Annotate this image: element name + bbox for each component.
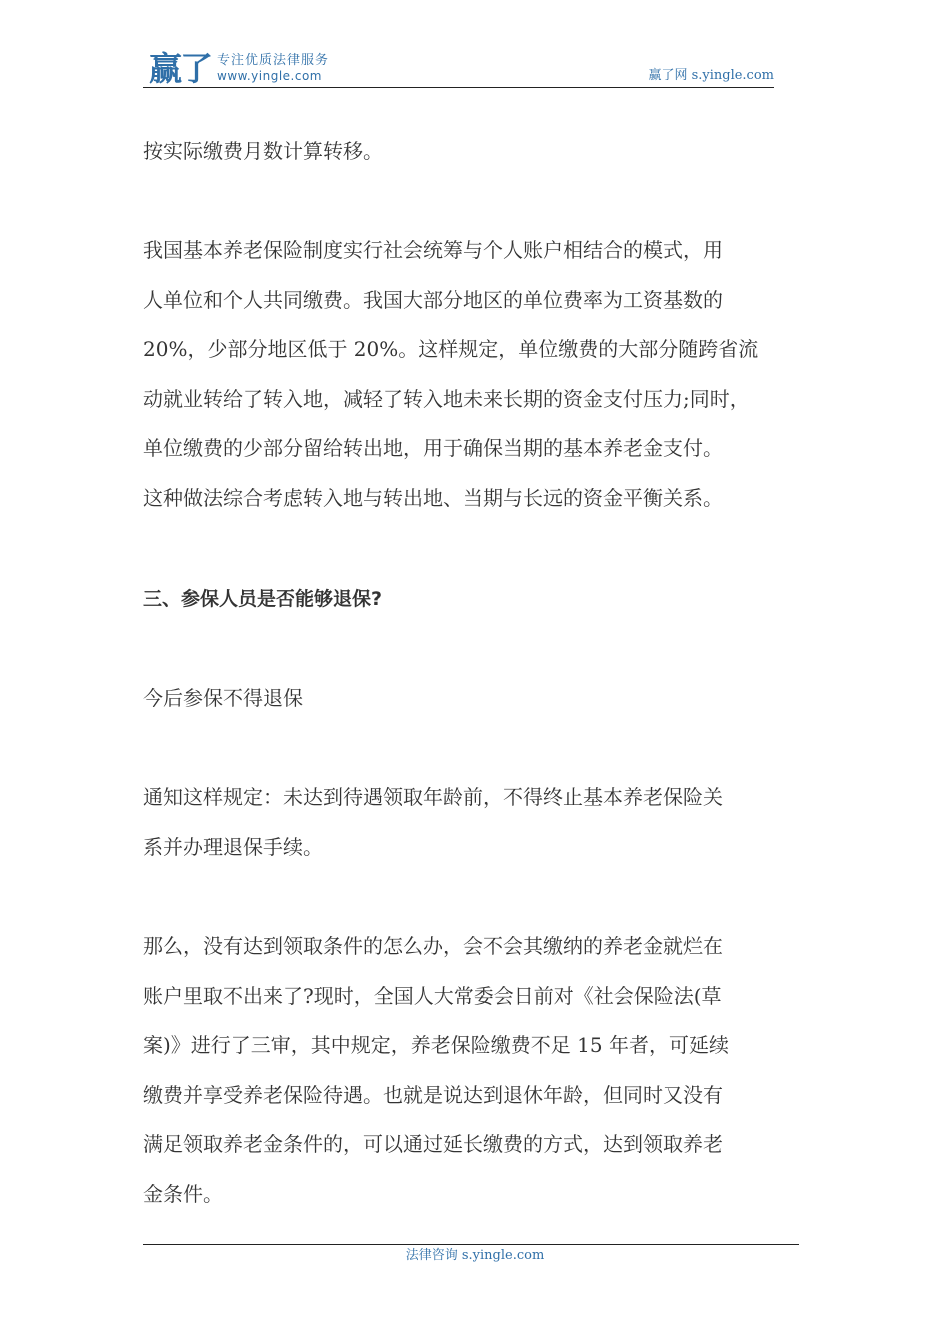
- section-heading: [143, 575, 823, 625]
- paragraph-extended-payment: [143, 922, 823, 1219]
- heading-text: 三、参保人员是否能够退保?: [143, 588, 383, 610]
- yingle-logo[interactable]: 赢了: [149, 49, 211, 88]
- text-line: 系并办理退保手续。: [143, 834, 323, 859]
- paragraph-notice-rule: [143, 773, 823, 872]
- text-line: 人单位和个人共同缴费。我国大部分地区的单位费率为工资基数的: [143, 287, 723, 312]
- header-site-link[interactable]: 赢了网 s.yingle.com: [648, 68, 774, 83]
- text-line: 账户里取不出来了?现时，全国人大常委会日前对《社会保险法(草: [143, 983, 722, 1008]
- text-line: 20%，少部分地区低于 20%。这样规定，单位缴费的大部分随跨省流: [143, 337, 759, 361]
- text-line: 通知这样规定：未达到待遇领取年龄前，不得终止基本养老保险关: [143, 785, 723, 809]
- text-line: 动就业转给了转入地，减轻了转入地未来长期的资金支付压力;同时，: [143, 386, 750, 411]
- text-line: 缴费并享受养老保险待遇。也就是说达到退休年龄，但同时又没有: [143, 1082, 723, 1107]
- logo-slogan: 专注优质法律服务: [217, 53, 330, 68]
- paragraph-no-withdrawal: [143, 674, 823, 724]
- text-line: 案)》进行了三审，其中规定，养老保险缴费不足 15 年者，可延续: [143, 1033, 729, 1057]
- text-line: 那么，没有达到领取条件的怎么办，会不会其缴纳的养老金就烂在: [143, 934, 723, 958]
- text-line: 金条件。: [143, 1181, 223, 1206]
- logo-url[interactable]: www.yingle.com: [217, 69, 322, 83]
- paragraph-pension-system: [143, 226, 823, 523]
- text-line: 我国基本养老保险制度实行社会统筹与个人账户相结合的模式，用: [143, 238, 723, 262]
- text-line: 这种做法综合考虑转入地与转出地、当期与长远的资金平衡关系。: [143, 485, 723, 510]
- text-line: 按实际缴费月数计算转移。: [143, 139, 383, 163]
- text-line: 满足领取养老金条件的，可以通过延长缴费的方式，达到领取养老: [143, 1132, 723, 1156]
- paragraph-transfer-months: [143, 127, 823, 177]
- page-header: [143, 50, 774, 88]
- footer-divider: [143, 1244, 799, 1245]
- text-line: 今后参保不得退保: [143, 686, 303, 710]
- text-line: 单位缴费的少部分留给转出地，用于确保当期的基本养老金支付。: [143, 436, 723, 460]
- footer-consult-link[interactable]: 法律咨询 s.yingle.com: [405, 1248, 545, 1263]
